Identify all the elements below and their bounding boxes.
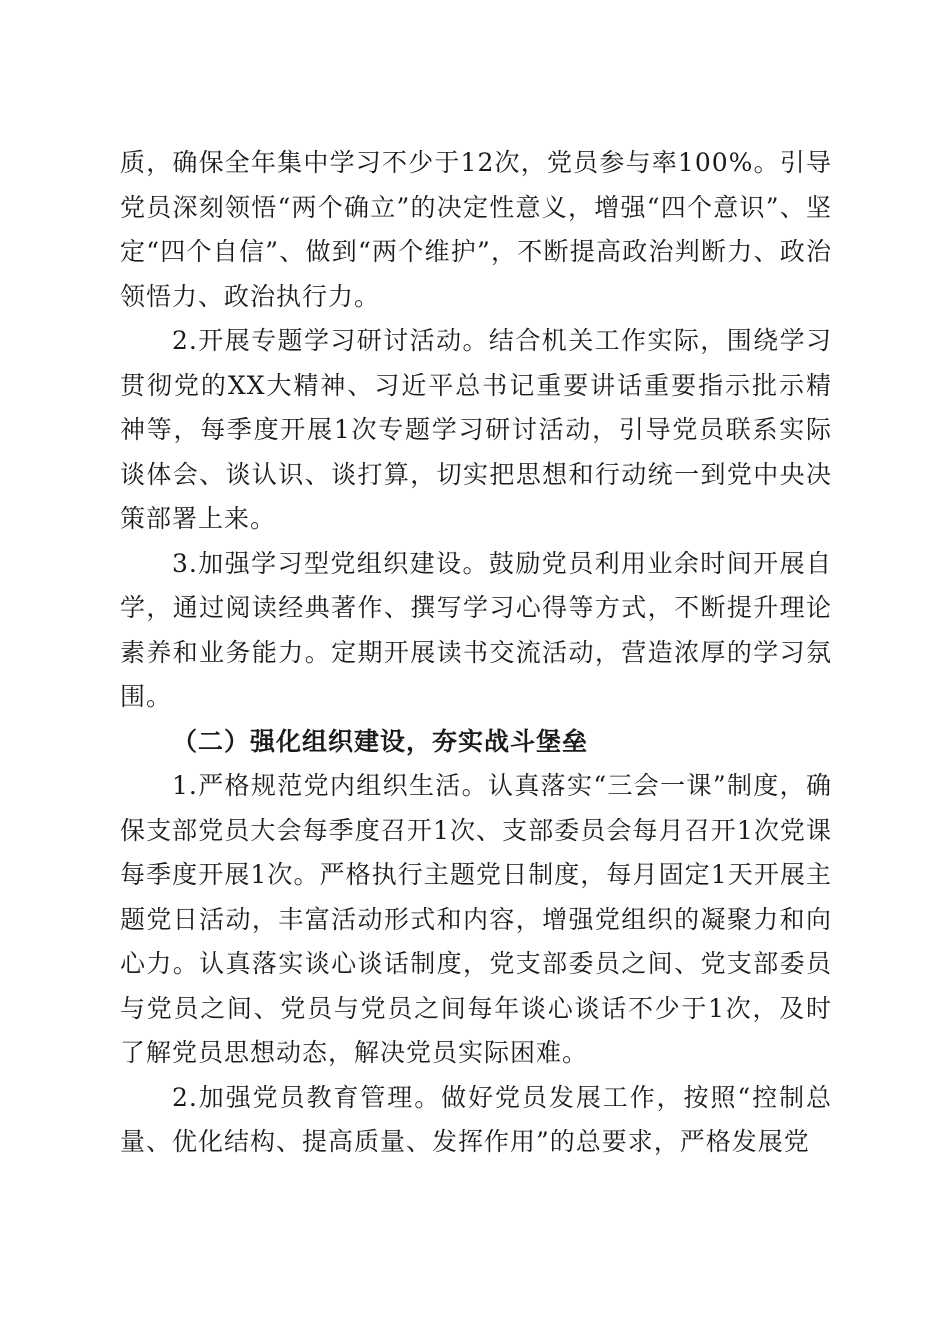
paragraph-learning-organization: 3.加强学习型党组织建设。鼓励党员利用业余时间开展自学，通过阅读经典著作、撰写学习心得等方式，不断提升理论素养和业务能力。定期开展读书交流活动，营造浓厚的学习氛围。 xyxy=(120,548,832,711)
section-heading: （二）强化组织建设，夯实战斗堡垒 xyxy=(172,726,589,756)
paragraph-topic-study: 2.开展专题学习研讨活动。结合机关工作实际，围绕学习贯彻党的XX大精神、习近平总书记重要讲话重要指示批示精神等，每季度开展1次专题学习研讨活动，引导党员联系实际谈体会、谈认识、谈打算，切实把思想和行动统一到党中央决策部署上来。 xyxy=(120,326,832,533)
paragraph-continuation: 质，确保全年集中学习不少于12次，党员参与率100%。引导党员深刻领悟“两个确立”的决定性意义，增强“四个意识”、坚定“四个自信”、做到“两个维护”，不断提高政治判断力、政治领悟力、政治执行力。 xyxy=(120,148,832,311)
paragraph-member-management: 2.加强党员教育管理。做好党员发展工作，按照“控制总量、优化结构、提高质量、发挥作用”的总要求，严格发展党 xyxy=(120,1082,832,1156)
paragraph-organization-life: 1.严格规范党内组织生活。认真落实“三会一课”制度，确保支部党员大会每季度召开1次、支部委员会每月召开1次党课每季度开展1次。严格执行主题党日制度，每月固定1天开展主题党日活动，丰富活动形式和内容，增强党组织的凝聚力和向心力。认真落实谈心谈话制度，党支部委员之间、党支部委员与党员之间、党员与党员之间每年谈心谈话不少于1次，及时了解党员思想动态，解决党员实际困难。 xyxy=(120,771,832,1067)
document-body xyxy=(120,141,832,1165)
